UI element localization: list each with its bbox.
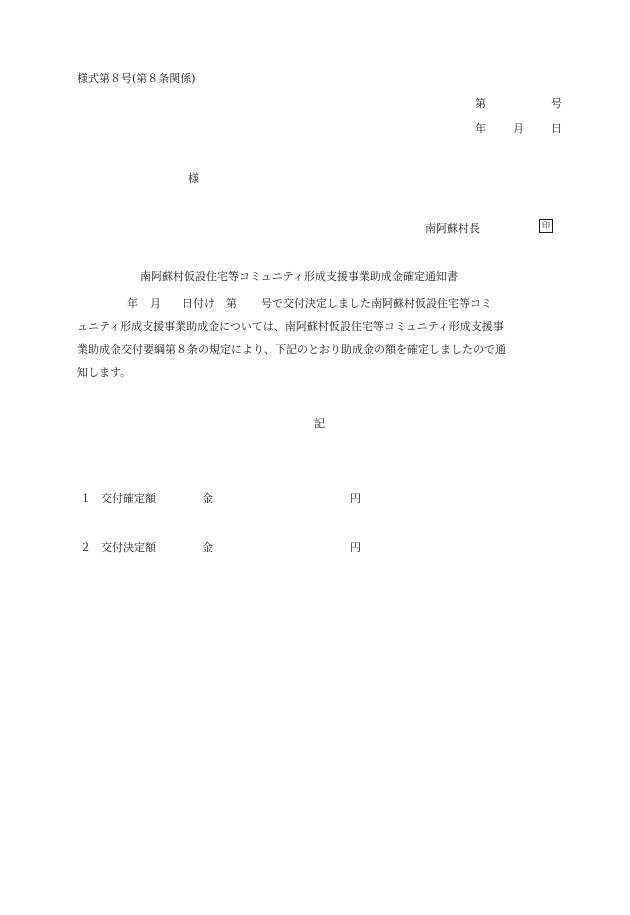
form-label: 様式第８号(第８条関係) bbox=[77, 72, 196, 85]
body-line-4: 知します。 bbox=[77, 366, 132, 379]
item-yen: 円 bbox=[350, 541, 361, 554]
item-kin: 金 bbox=[202, 541, 213, 554]
date-day: 日 bbox=[551, 122, 562, 135]
doc-number-prefix: 第 bbox=[475, 97, 486, 110]
body-line-1-rest: 号で交付決定しました南阿蘇村仮設住宅等コミ bbox=[261, 297, 492, 310]
ref-day: 日付け bbox=[182, 297, 215, 310]
sender-name: 南阿蘇村長 bbox=[425, 222, 480, 235]
ref-no-prefix: 第 bbox=[226, 297, 237, 310]
ki-heading: 記 bbox=[314, 417, 325, 430]
item-kin: 金 bbox=[202, 492, 213, 505]
document-title: 南阿蘇村仮設住宅等コミュニティ形成支援事業助成金確定通知書 bbox=[140, 270, 458, 283]
date-month: 月 bbox=[513, 122, 524, 135]
body-paragraph bbox=[77, 292, 563, 384]
body-line-1 bbox=[77, 292, 563, 315]
item-yen: 円 bbox=[350, 492, 361, 505]
item-number: ２ bbox=[80, 541, 91, 554]
seal-mark: 印 bbox=[539, 219, 553, 233]
ref-year: 年 bbox=[127, 297, 138, 310]
ref-month: 月 bbox=[150, 297, 161, 310]
body-line-2: ュニティ形成支援事業助成金については、南阿蘇村仮設住宅等コミュニティ形成支援事 bbox=[77, 320, 504, 333]
item-number: １ bbox=[80, 492, 91, 505]
body-line-3: 業助成金交付要綱第８条の規定により、下記のとおり助成金の額を確定しましたので通 bbox=[77, 343, 506, 356]
addressee-suffix: 様 bbox=[188, 172, 199, 185]
item-label: 交付確定額 bbox=[101, 492, 156, 505]
date-year: 年 bbox=[475, 122, 486, 135]
doc-number-suffix: 号 bbox=[551, 97, 562, 110]
item-label: 交付決定額 bbox=[101, 541, 156, 554]
